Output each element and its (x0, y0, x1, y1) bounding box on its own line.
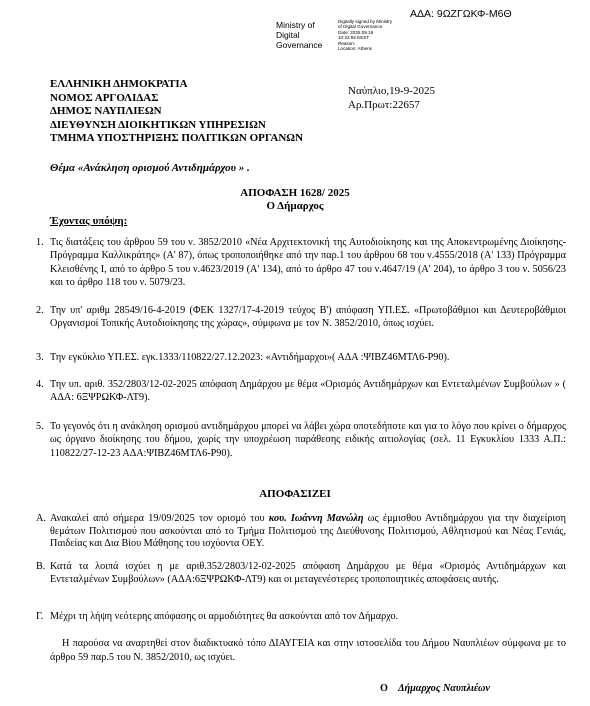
ministry-line: Digital (276, 30, 300, 40)
item-text: Το γεγονός ότι η ανάκληση ορισμού αντιδημάρχου μπορεί να λάβει χώρα οποτεδήποτε και για το λόγο που κρίνει ο δήμαρχος ως όργανο διοίκησης του δήμου, χωρίς την υποχρέωση παράθεσης ειδικής αιτιολογίας (σελ. 11 Εγκυκλίου 1333 Α.Π.: 110822/27-12-23 ΑΔΑ:ΨΙΒΖ46ΜΤΛ6-Ρ90). (50, 421, 566, 459)
item-letter: Γ. (36, 611, 44, 622)
signature-line: 10:32:55 EEST (338, 35, 370, 41)
signature-line: Date: 2025.09.19 (338, 29, 374, 35)
signature-line: of Digital Governance (338, 24, 383, 30)
header-line: ΔΗΜΟΣ ΝΑΥΠΛΙΕΩΝ (50, 105, 162, 117)
decides-heading: ΑΠΟΦΑΣΙΖΕΙ (259, 488, 331, 500)
header-line: ΔΙΕΥΘΥΝΣΗ ΔΙΟΙΚΗΤΙΚΩΝ ΥΠΗΡΕΣΙΩΝ (50, 118, 266, 131)
signature-title: Δήμαρχος Ναυπλιέων (398, 683, 490, 694)
decision-item (36, 561, 566, 586)
item-text: Την υπ. αριθ. 352/2803/12-02-2025 απόφαση Δημάρχου με θέμα «Ορισμός Αντιδημάρχων και Εντεταλμένων Συμβούλων » ( ΑΔΑ: 6ΞΨΡΩΚΦ-ΛΤ9). (50, 379, 566, 404)
consideration-item (36, 420, 566, 460)
signature-line: Digitally signed by Ministry (338, 19, 393, 24)
item-letter: Β. (36, 561, 46, 572)
decision-item (36, 513, 566, 551)
item-text: Ανακαλεί από σήμερα 19/09/2025 τον ορισμό του (50, 513, 269, 524)
subject-line: Θέμα «Ανάκληση ορισμού Αντιδημάρχου » . (50, 162, 250, 174)
signature-article: Ο (380, 683, 388, 694)
place-and-protocol (348, 85, 435, 112)
header-line: ΤΜΗΜΑ ΥΠΟΣΤΗΡΙΞΗΣ ΠΟΛΙΤΙΚΩΝ ΟΡΓΑΝΩΝ (50, 132, 304, 144)
signature-block (380, 683, 490, 694)
decision-number: ΑΠΟΦΑΣΗ 1628/ 2025 (240, 187, 350, 199)
header-line: ΕΛΛΗΝΙΚΗ ΔΗΜΟΚΡΑΤΙΑ (50, 78, 188, 90)
item-number: 4. (36, 379, 44, 390)
issuer-header (50, 78, 303, 146)
item-text: Τις διατάξεις του άρθρου 59 του ν. 3852/2010 «Νέα Αρχιτεκτονική της Αυτοδιοίκησης και της Αποκεντρωμένης Διοίκησης- Πρόγραμμα Καλλικράτης» (Α' 87), όπως τροποποιήθηκε από την παρ.1 του άρθρου 68 του ν.4555/2018 (Α' 133) Πρόγραμμα Κλεισθένης Ι, από το άρθρο 5 του ν.4623/2019 (Α' 134), από το άρθρο 47 του ν.4647/19 (Α' 204), το άρθρο 3 του ν. 5056/23 και το άρθρο 118 του ν. 5079/23. (50, 237, 566, 289)
consideration-item (36, 351, 566, 364)
item-text: Την εγκύκλιο ΥΠ.ΕΣ. εγκ.1333/110822/27.12.2023: «Αντιδήμαρχοι»( ΑΔΑ :ΨΙΒΖ46ΜΤΛ6-Ρ90). (50, 352, 450, 363)
person-name: κου. Ιωάννη Μανώλη (268, 513, 364, 524)
item-number: 2. (36, 305, 44, 316)
place-date: Ναύπλιο,19-9-2025 (348, 85, 435, 97)
item-number: 3. (36, 352, 44, 363)
protocol-number: Αρ.Πρωτ:22657 (348, 98, 420, 111)
decision-item (36, 611, 566, 624)
ministry-stamp (276, 20, 346, 50)
item-letter: Α. (36, 513, 46, 524)
ada-code: ΑΔΑ: 9ΩΖΓΩΚΦ-Μ6Θ (410, 8, 512, 20)
item-number: 1. (36, 237, 44, 248)
header-line: ΝΟΜΟΣ ΑΡΓΟΛΙΔΑΣ (50, 91, 159, 104)
item-text: Μέχρι τη λήψη νεότερης απόφασης οι αρμοδιότητες θα ασκούνται από τον Δήμαρχο. (50, 611, 399, 622)
having-regard-heading: Έχοντας υπόψη: (50, 215, 128, 227)
ministry-line: Ministry of (276, 20, 315, 30)
consideration-item (36, 236, 566, 290)
item-text: Κατά τα λοιπά ισχύει η με αριθ.352/2803/12-02-2025 απόφαση Δημάρχου με θέμα «Ορισμός Αντιδημάρχων και Εντεταλμένων Συμβούλων» (ΑΔΑ:6ΞΨΡΩΚΦ-ΛΤ9) και οι μεταγενέστερες τροποποιητικές αποφάσεις αυτής. (50, 561, 566, 585)
digital-signature-details (338, 19, 398, 51)
item-text-cont: ως έμμισθου Αντιδημάρχου για την διαχείριση θεμάτων Πολιτισμού που ασκούνται από το Τμήμα Πολιτισμού της Διεύθυνσης Πολιτισμού, Αθλητισμού και Νέας Γενιάς, Παιδείας και Δια Βίου Μάθησης του ισχύοντα ΟΕΥ. (50, 513, 566, 550)
signature-line: Reason: (338, 40, 356, 46)
consideration-item (36, 304, 566, 331)
item-text: Την υπ' αριθμ 28549/16-4-2019 (ΦΕΚ 1327/17-4-2019 τεύχος Β') απόφαση ΥΠ.ΕΣ. «Πρωτοβάθμιοι και Δευτεροβάθμιοι Οργανισμοί Τοπικής Αυτοδιοίκησης της χώρας», σύμφωνα με τον Ν. 3852/2010, όπως ισχύει. (50, 305, 566, 330)
item-number: 5. (36, 421, 44, 432)
signature-line: Location: Athens (338, 46, 372, 52)
publication-note: Η παρούσα να αναρτηθεί στον διαδικτυακό τόπο ΔΙΑΥΓΕΙΑ και στην ιστοσελίδα του Δήμου Ναυπλιέων σύμφωνα με το άρθρο 59 παρ.5 του Ν. 3852/2010, ως ισχύει. (50, 638, 566, 663)
consideration-item (36, 378, 566, 405)
decision-issuer: Ο Δήμαρχος (266, 200, 324, 212)
ministry-line: Governance (276, 40, 323, 50)
decision-heading (0, 187, 590, 213)
